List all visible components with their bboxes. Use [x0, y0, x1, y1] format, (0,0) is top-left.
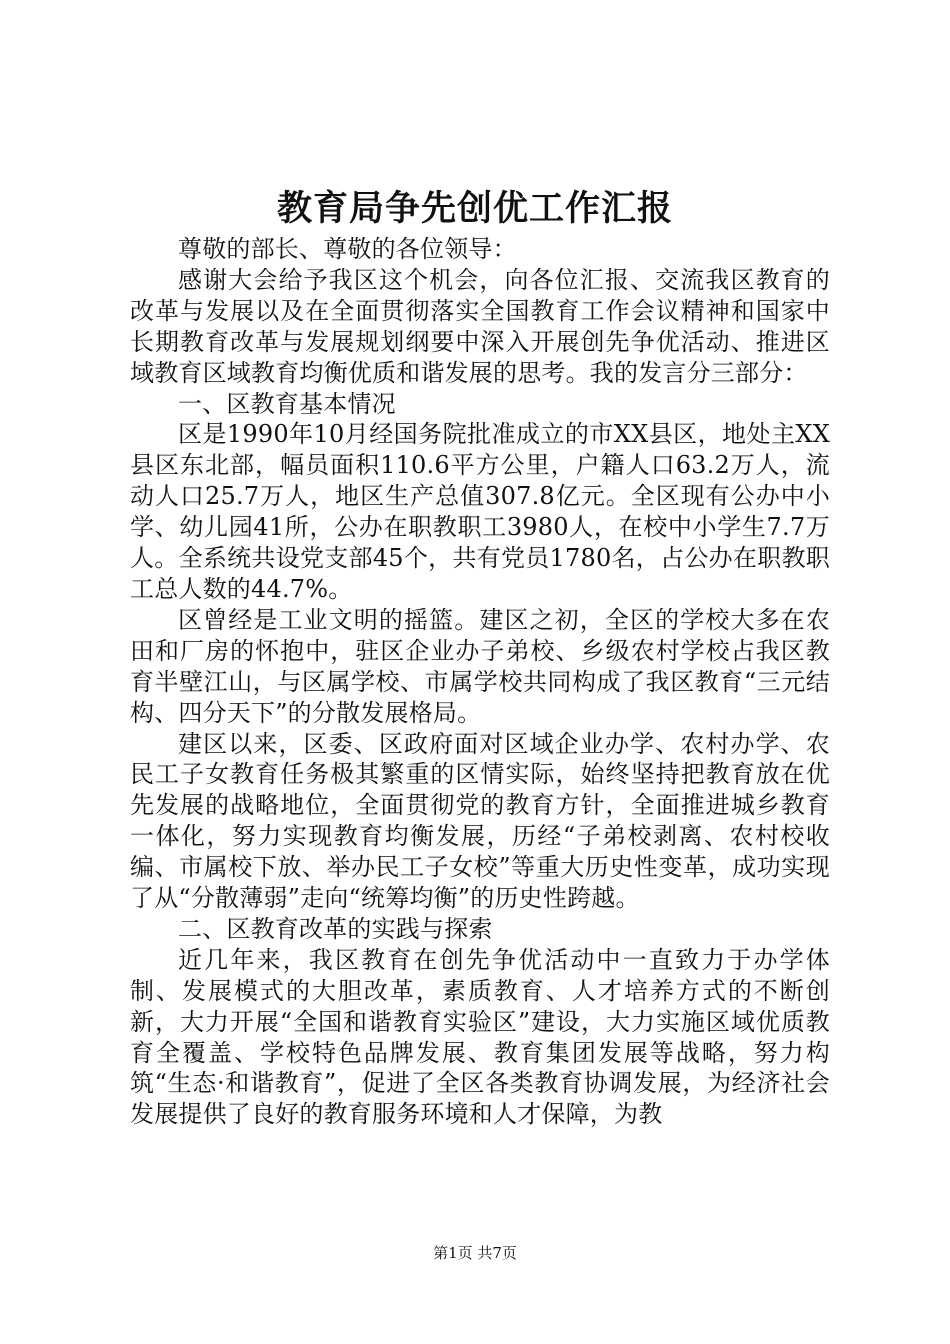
section-heading-1: 一、区教育基本情况 [178, 389, 396, 418]
paragraph-district-overview: 区是1990年10月经国务院批准成立的市XX县区，地处主XX县区东北部，幅员面积110.6平方公里，户籍人口63.2万人，流动人口25.7万人，地区生产总值307.8亿元。全区现有公办中小学、幼儿园41所，公办在职教职工3980人，在校中小学生7.7万人。全系统共设党支部45个，共有党员1780名，占公办在职教职工总人数的44.7%。 [130, 420, 830, 603]
section-heading-2: 二、区教育改革的实践与探索 [178, 914, 493, 943]
document-title: 教育局争先创优工作汇报 [276, 188, 673, 229]
paragraph-intro: 感谢大会给予我区这个机会，向各位汇报、交流我区教育的改革与发展以及在全面贯彻落实全国教育工作会议精神和国家中长期教育改革与发展规划纲要中深入开展创先争优活动、推进区域教育区域教育均衡优质和谐发展的思考。我的发言分三部分： [130, 265, 830, 387]
paragraph-salutation: 尊敬的部长、尊敬的各位领导： [178, 235, 517, 263]
paragraph-district-history: 区曾经是工业文明的摇篮。建区之初，全区的学校大多在农田和厂房的怀抱中，驻区企业办子弟校、乡级农村学校占我区教育半壁江山，与区属学校、市属学校共同构成了我区教育“三元结构、四分天下”的分散发展格局。 [130, 605, 830, 727]
paragraph-reform: 近几年来，我区教育在创先争优活动中一直致力于办学体制、发展模式的大胆改革，素质教育、人才培养方式的不断创新，大力开展“全国和谐教育实验区”建设，大力实施区域优质教育全覆盖、学校特色品牌发展、教育集团发展等战略，努力构筑“生态·和谐教育”，促进了全区各类教育协调发展，为经济社会发展提供了良好的教育服务环境和人才保障，为教 [130, 945, 830, 1129]
page-footer: 第1页 共7页 [433, 1244, 517, 1262]
document-body [130, 234, 830, 1130]
paragraph-development: 建区以来，区委、区政府面对区域企业办学、农村办学、农民工子女教育任务极其繁重的区情实际，始终坚持把教育放在优先发展的战略地位，全面贯彻党的教育方针，全面推进城乡教育一体化，努力实现教育均衡发展，历经“子弟校剥离、农村校收编、市属校下放、举办民工子女校”等重大历史性变革，成功实现了从“分散薄弱”走向“统筹均衡”的历史性跨越。 [130, 729, 830, 913]
